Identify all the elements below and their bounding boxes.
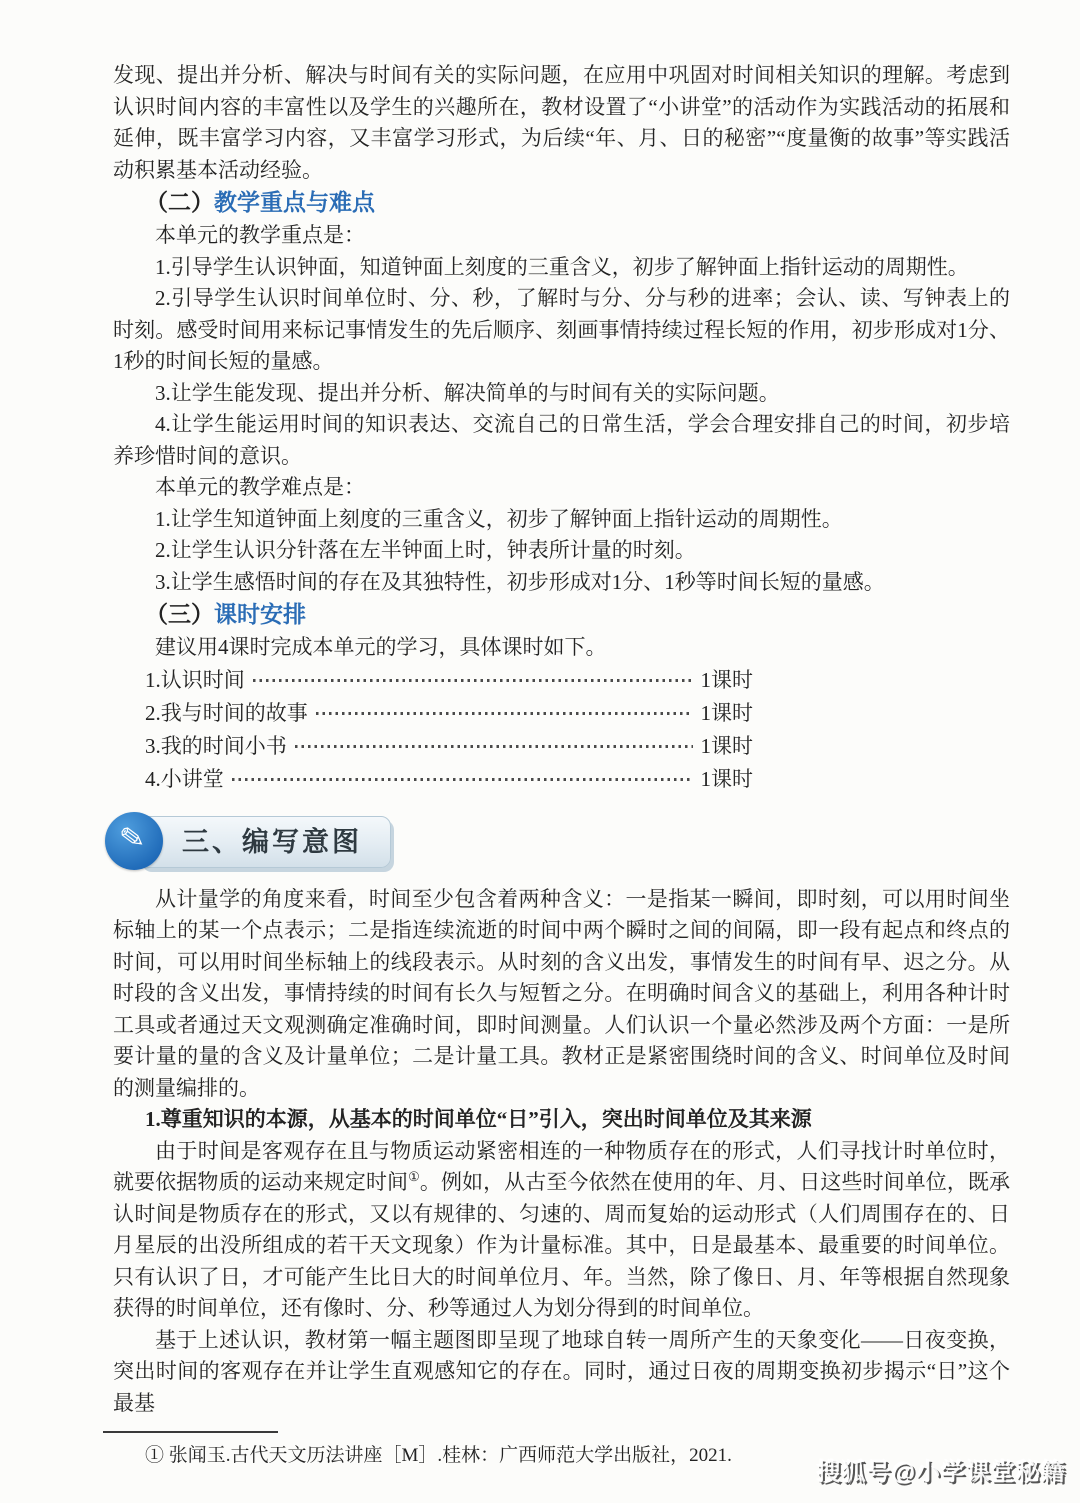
schedule-value: 1课时 [700, 766, 753, 791]
banner-circle [105, 812, 163, 870]
focus-item-1: 1.引导学生认识钟面，知道钟面上刻度的三重含义，初步了解钟面上指针运动的周期性。 [155, 254, 969, 279]
footnote-reference-mark: ① [408, 1169, 420, 1184]
schedule-row [145, 763, 753, 796]
difficulty-intro: 本单元的教学难点是： [155, 475, 365, 499]
focus-item-3: 3.让学生能发现、提出并分析、解决简单的与时间有关的实际问题。 [155, 380, 780, 405]
section-3-title: 课时安排 [214, 602, 306, 627]
schedule-row [145, 664, 753, 697]
focus-item-2: 2.引导学生认识时间单位时、分、秒，了解时与分、分与秒的进率；会认、读、写钟表上的时刻。感受时间用来标记事情发生的先后顺序、刻画事情持续过程长短的作用，初步形成对1分、1秒的时间长短的量感。 [113, 286, 1010, 373]
schedule-row [145, 730, 753, 763]
pen-icon: ✎ [117, 819, 148, 858]
focus-item-4: 4.让学生能运用时间的知识表达、交流自己的日常生活，学会合理安排自己的时间，初步培养珍惜时间的意识。 [113, 412, 1010, 468]
difficulty-item-2: 2.让学生认识分针落在左半钟面上时，钟表所计量的时刻。 [155, 538, 696, 562]
dotted-leader [253, 679, 693, 682]
intro-paragraph: 发现、提出并分析、解决与时间有关的实际问题，在应用中巩固对时间相关知识的理解。考虑到认识时间内容的丰富性以及学生的兴趣所在，教材设置了“小讲堂”的活动作为实践活动的拓展和延伸，既丰富学习内容，又丰富学习形式，为后续“年、月、日的秘密”“度量衡的故事”等实践活动积累基本活动经验。 [113, 63, 1010, 182]
dotted-leader [232, 778, 693, 781]
dotted-leader [316, 712, 693, 715]
intent-subheading: 1.尊重知识的本源，从基本的时间单位“日”引入，突出时间单位及其来源 [145, 1107, 812, 1131]
schedule-label: 1.认识时间 [145, 667, 245, 692]
schedule-row [145, 697, 753, 730]
intent-paragraph-1: 从计量学的角度来看，时间至少包含着两种含义：一是指某一瞬间，即时刻，可以用时间坐标轴上的某一个点表示；二是指连续流逝的时间中两个瞬时之间的间隔，即一段有起点和终点的时间，可以用时间坐标轴上的线段表示。从时刻的含义出发，事情发生的时间有早、迟之分。从时段的含义出发，事情持续的时间有长久与短暂之分。在明确时间含义的基础上，利用各种计时工具或者通过天文观测确定准确时间，即时间测量。人们认识一个量必然涉及两个方面：一是所要计量的量的含义及计量单位；二是计量工具。教材正是紧密围绕时间的含义、时间单位及时间的测量编排的。 [113, 886, 1010, 1100]
dotted-leader [295, 745, 693, 748]
section-2-title: 教学重点与难点 [214, 190, 375, 215]
intent-paragraph-2-continued: 。例如，从古至今依然在使用的年、月、日这些时间单位，既承认时间是物质存在的形式，又以有规律的、匀速的、周而复始的运动形式（人们周围存在的、日月星辰的出没所组成的若干天文现象）作为计量标准。其中，日是最基本、最重要的时间单位。只有认识了日，才可能产生比日大的时间单位月、年。当然，除了像日、月、年等根据自然现象获得的时间单位，还有像时、分、秒等通过人为划分得到的时间单位。 [113, 1170, 1011, 1320]
page-content [113, 60, 1010, 1470]
schedule-label: 2.我与时间的故事 [145, 700, 308, 725]
schedule-value: 1课时 [700, 667, 753, 692]
footnote-divider [103, 1431, 278, 1433]
schedule-value: 1课时 [700, 733, 753, 758]
section-banner [105, 812, 1010, 872]
intent-paragraph-2 [113, 1136, 1010, 1325]
focus-intro: 本单元的教学重点是： [155, 223, 365, 247]
section-3-number: （三） [145, 602, 214, 627]
section-heading-3 [113, 598, 1010, 632]
schedule-intro: 建议用4课时完成本单元的学习，具体课时如下。 [155, 635, 607, 659]
section-heading-2 [113, 186, 1010, 220]
difficulty-item-1: 1.让学生知道钟面上刻度的三重含义，初步了解钟面上指针运动的周期性。 [155, 506, 843, 531]
intent-paragraph-2-text: 由于时间是客观存在且与物质运动紧密相连的一种物质存在的形式，人们寻找计时单位时，就要依据物质的运动来规定时间 [113, 1138, 1010, 1194]
footnote-citation: ① 张闻玉.古代天文历法讲座［M］.桂林：广西师范大学出版社，2021. [145, 1445, 732, 1466]
schedule-label: 3.我的时间小书 [145, 733, 287, 758]
intent-paragraph-3: 基于上述认识，教材第一幅主题图即呈现了地球自转一周所产生的天象变化——日夜变换，突出时间的客观存在并让学生直观感知它的存在。同时，通过日夜的周期变换初步揭示“日”这个最基 [113, 1327, 1010, 1415]
schedule-label: 4.小讲堂 [145, 766, 224, 791]
schedule-list [145, 664, 753, 796]
watermark: 搜狐号@小学课堂秘籍 [816, 1459, 1066, 1486]
difficulty-item-3: 3.让学生感悟时间的存在及其独特性，初步形成对1分、1秒等时间长短的量感。 [155, 569, 885, 594]
banner-title: 三、编写意图 [139, 816, 391, 868]
section-2-number: （二） [145, 190, 214, 215]
schedule-value: 1课时 [700, 700, 753, 725]
